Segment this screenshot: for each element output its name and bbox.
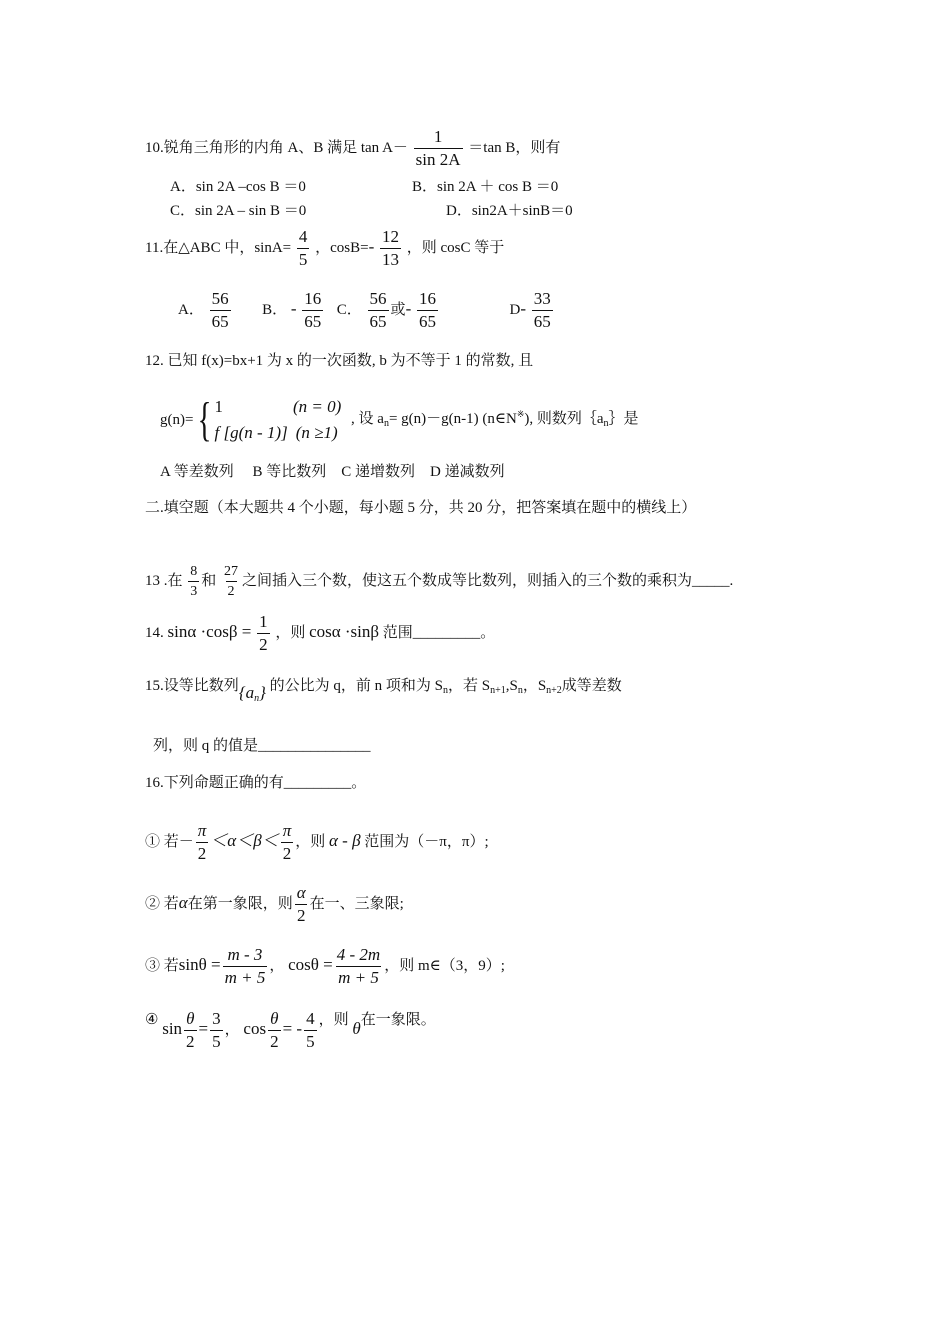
q15-post-d: ，S — [522, 678, 547, 694]
q10-fraction — [414, 126, 463, 171]
q11-sinA-frac — [297, 226, 310, 271]
q15-line2: 列，则 q 的值是_______________ — [153, 738, 371, 754]
q13-f1-den: 3 — [188, 581, 199, 601]
q12-case2 — [215, 420, 342, 446]
q13-post: 之间插入三个数，使这五个数成等比数列，则插入的三个数的乘积为_____. — [242, 572, 734, 589]
q16-p4-frac3 — [268, 1008, 281, 1053]
q16-p2-frac — [295, 882, 308, 927]
q12-g-definition — [160, 394, 341, 446]
q15-post-a: 的公比为 q，前 n 项和为 S — [269, 678, 443, 694]
q12-post — [351, 409, 639, 430]
q10-stem — [145, 126, 560, 171]
q16-p4-eq2: = - — [282, 1018, 303, 1038]
q16-p4-pre: ④ — [145, 1011, 159, 1028]
q12-g-label: g(n)= — [160, 412, 194, 428]
q16-p3-sin: sinθ = — [178, 954, 221, 974]
q16-p4-n4: 4 — [306, 1009, 315, 1028]
q16-prop1 — [145, 820, 489, 865]
q11-b-den: 65 — [304, 312, 322, 331]
q10-option-a: A．sin 2A –cos B ＝0 — [170, 179, 306, 195]
q11-d-neg: - — [520, 298, 526, 318]
q16-p3-num1: m - 3 — [227, 945, 263, 964]
q12-post-c: ), 则数列｛a — [524, 411, 604, 428]
q11-c-label: C． — [336, 301, 362, 318]
q12-stem: 12. 已知 f(x)=bx+1 为 x 的一次函数, b 为不等于 1 的常数, 且 — [145, 353, 534, 369]
q12-post-sub2: n — [603, 418, 609, 430]
q16-p4-t3: θ — [270, 1009, 279, 1028]
q16-p2-alpha: α — [178, 892, 188, 912]
q11-c-den1: 65 — [369, 312, 387, 331]
q11-a-num: 56 — [211, 289, 229, 308]
q16-p4-theta: θ — [352, 1018, 361, 1038]
q11-d-den: 65 — [533, 312, 551, 331]
q10-frac-num: 1 — [433, 127, 443, 146]
q11-neg: - — [368, 236, 375, 256]
q16-p4-n2: 3 — [212, 1009, 221, 1028]
q12-post-sub: n — [383, 418, 389, 430]
q11-a-frac — [210, 288, 231, 333]
q14-post-a: ，则 — [275, 624, 306, 641]
q16-prop4 — [145, 1008, 436, 1053]
q14-expr: sinα ·cosβ = — [167, 621, 252, 641]
q12-case2-val: f [g(n - 1)] — [214, 423, 288, 442]
q16-p1-expr: α - β — [328, 830, 361, 850]
q16-p3-den2: m + 5 — [338, 968, 379, 987]
q13-stem — [145, 562, 733, 601]
q11-b-num: 16 — [304, 289, 322, 308]
q11-cosB-num: 12 — [382, 227, 400, 246]
q16-p4-post-a: ，则 — [318, 1011, 349, 1028]
q13-frac1 — [188, 562, 199, 601]
q12-case1 — [215, 394, 342, 420]
q11-c-num2: 16 — [418, 289, 436, 308]
q15-post-b: ，若 S — [447, 678, 491, 694]
q11-c-neg: - — [405, 298, 412, 318]
q11-c-den2: 65 — [418, 312, 436, 331]
q14-stem — [145, 611, 495, 656]
q10-option-b: B．sin 2A ＋ cos B ＝0 — [412, 179, 559, 195]
q12-piecewise — [160, 394, 639, 446]
q15-s1: n — [442, 685, 448, 696]
q10-option-d: D．sin2A＋sinB＝0 — [446, 203, 573, 219]
q12-case1-cond: (n = 0) — [293, 397, 342, 416]
q16-p2-mid: 在第一象限，则 — [187, 895, 293, 912]
q16-p3-mid: ， — [269, 957, 285, 974]
q16-p2-post: 在一、三象限; — [309, 895, 404, 912]
q15-seq-close: } — [259, 683, 266, 702]
q16-p1-den2: 2 — [282, 844, 292, 863]
q15-s2: n+1 — [490, 685, 506, 696]
q11-stem — [145, 226, 504, 271]
q16-p4-frac1 — [184, 1008, 197, 1053]
q13-frac2 — [222, 562, 240, 601]
q15-post-c: ,S — [505, 678, 518, 694]
q16-p1-frac2 — [281, 820, 294, 865]
q16-p2-den: 2 — [296, 906, 306, 925]
q12-post-sup: ※ — [516, 409, 525, 420]
q16-p4-cos: cos — [243, 1018, 267, 1038]
q16-p2-pre: ② 若 — [145, 895, 179, 912]
q14-post-b: 范围_________。 — [382, 624, 496, 641]
q14-den: 2 — [259, 635, 268, 654]
q11-sinA-num: 4 — [298, 227, 308, 246]
q16-p4-d1: 2 — [186, 1032, 195, 1051]
q10-stem-pre: 10.锐角三角形的内角 A、B 满足 tan A－ — [145, 139, 408, 156]
q15-s3: n — [517, 685, 523, 696]
q16-p3-den1: m + 5 — [224, 968, 266, 987]
q16-prop2 — [145, 882, 404, 927]
q11-c-frac1 — [368, 288, 389, 333]
q16-p4-post-b: 在一象限。 — [360, 1011, 436, 1028]
q16-p4-d4: 5 — [306, 1032, 315, 1051]
q16-p1-mid: ＜α＜β＜ — [210, 830, 279, 850]
q15-seq — [239, 683, 266, 702]
q16-p1-post-b: 范围为（－π，π）; — [364, 833, 489, 850]
q12-options: A 等差数列 B 等比数列 C 递增数列 D 递减数列 — [160, 464, 505, 480]
q16-stem: 16.下列命题正确的有_________。 — [145, 775, 367, 791]
q11-c-frac2 — [417, 288, 438, 333]
q16-p4-frac2 — [210, 1008, 223, 1053]
q13-f2-den: 2 — [226, 581, 237, 601]
q11-d-label: D — [509, 301, 521, 318]
q16-p4-t1: θ — [186, 1009, 195, 1028]
q16-p1-post-a: ，则 — [295, 833, 326, 850]
q11-c-or: 或 — [390, 301, 406, 318]
q16-prop3 — [145, 944, 505, 989]
q16-p3-pre: ③ 若 — [145, 957, 179, 974]
q16-p1-num2: π — [282, 821, 292, 840]
q11-a-den: 65 — [211, 312, 229, 331]
q14-pre: 14. — [145, 624, 164, 641]
q10-option-c: C．sin 2A – sin B ＝0 — [170, 203, 307, 219]
q16-p4-sin: sin — [162, 1018, 183, 1038]
q15-seq-open: {a — [238, 683, 255, 702]
q15-post-e: 成等差数 — [561, 678, 622, 694]
q16-p4-eq1: = — [198, 1018, 209, 1038]
q13-pre: 13 .在 — [145, 572, 183, 589]
q11-d-num: 33 — [533, 289, 551, 308]
section2-heading: 二.填空题（本大题共 4 个小题，每小题 5 分，共 20 分，把答案填在题中的横线上） — [145, 500, 697, 516]
q10-frac-den: sin 2A — [415, 150, 461, 169]
q14-frac — [257, 611, 270, 656]
q16-p1-den1: 2 — [197, 844, 207, 863]
q15-stem — [145, 676, 622, 709]
q11-cosB-den: 13 — [382, 250, 400, 269]
q12-brace: { — [198, 393, 212, 446]
q11-b-label: B． — [262, 301, 288, 318]
q11-post: ，则 cosC 等于 — [406, 239, 505, 256]
q12-case1-val: 1 — [214, 397, 223, 416]
q16-p4-d2: 5 — [212, 1032, 221, 1051]
q16-p1-pre: ① 若－ — [145, 833, 194, 850]
q16-p1-frac1 — [196, 820, 209, 865]
q10-stem-post: ＝tan B，则有 — [468, 139, 561, 156]
q16-p4-comma: ， — [224, 1021, 240, 1038]
q13-f1-num: 8 — [190, 564, 198, 579]
q13-f2-num: 27 — [224, 564, 239, 579]
q11-sinA-den: 5 — [298, 250, 308, 269]
q11-c-num1: 56 — [369, 289, 387, 308]
q12-case2-cond: (n ≥1) — [295, 423, 338, 442]
q14-num: 1 — [259, 612, 268, 631]
q15-seq-sub: n — [254, 693, 260, 704]
q11-d-frac — [532, 288, 553, 333]
q16-p4-d3: 2 — [270, 1032, 279, 1051]
q16-p3-cos: cosθ = — [288, 954, 333, 974]
q11-options — [178, 288, 555, 333]
q14-expr2: cosα ·sinβ — [309, 621, 380, 641]
q12-post-a: , 设 a — [351, 411, 384, 428]
q13-and: 和 — [201, 572, 217, 589]
q15-s4: n+2 — [546, 685, 562, 696]
q12-cases — [215, 394, 342, 446]
q11-b-frac — [302, 288, 323, 333]
q16-p4-frac4 — [304, 1008, 317, 1053]
q16-p3-num2: 4 - 2m — [336, 945, 381, 964]
q11-cosB-frac — [380, 226, 401, 271]
q11-mid: ，cosB= — [315, 239, 369, 256]
q16-p2-num: α — [296, 883, 306, 902]
q16-p3-frac2 — [335, 944, 382, 989]
q12-post-d: ｝是 — [608, 411, 639, 428]
q16-p3-post: ，则 m∈（3，9）; — [384, 957, 505, 974]
q16-p3-frac1 — [223, 944, 268, 989]
q15-pre: 15.设等比数列 — [145, 678, 239, 694]
q11-pre: 11.在△ABC 中，sinA= — [145, 239, 292, 256]
q11-a-label: A． — [178, 301, 204, 318]
q11-b-neg: - — [290, 298, 297, 318]
q12-post-b: = g(n)－g(n-1) (n∈N — [388, 411, 517, 428]
q16-p1-num1: π — [197, 821, 207, 840]
